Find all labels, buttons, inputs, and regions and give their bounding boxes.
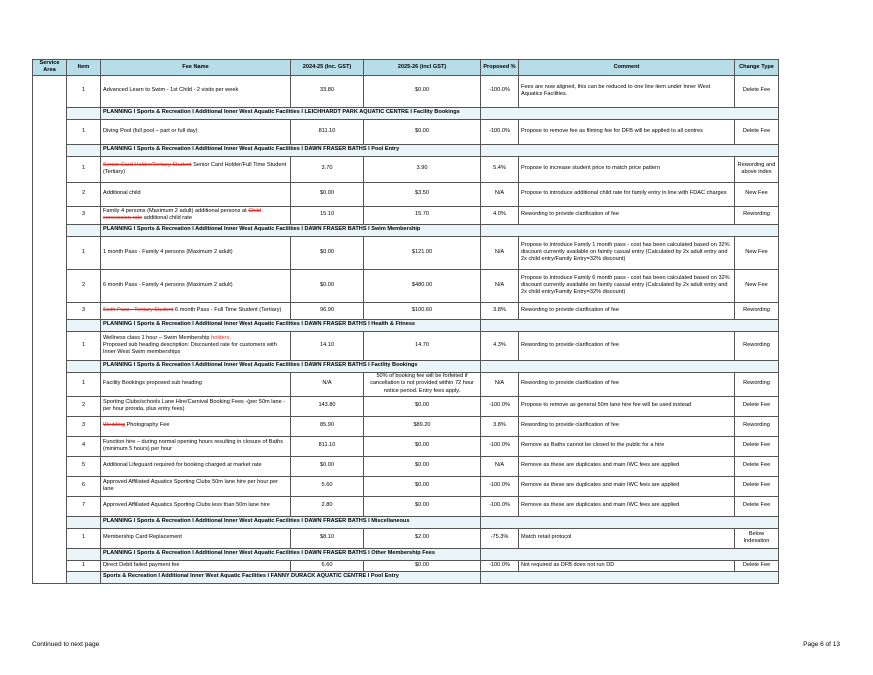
proposed-cell: 4.0%: [481, 206, 519, 224]
comment-cell: Propose to introduce additional child rate for family entry in line with FDAC charges: [519, 182, 735, 206]
section-heading: PLANNING I Sports & Recreation I Additional Inner West Aquatic Facilities I LEICHHARDT PARK AQUATIC CENTRE I Facility Bookings: [101, 107, 481, 119]
section-row: [33, 144, 779, 156]
fee-name-cell: Sporting Clubs/schools Lane Hire/Carnival Booking Fees -(per 50m lane - per hour prorata, plus entry fees): [101, 396, 291, 416]
change-type-cell: Rewording: [735, 206, 779, 224]
change-type-cell: Delete Fee: [735, 396, 779, 416]
comment-cell: Propose to increase student price to match price pattern: [519, 156, 735, 182]
section-row: [33, 548, 779, 560]
change-type-cell: Delete Fee: [735, 496, 779, 516]
section-pad: [481, 224, 779, 236]
fee-2025-26-cell: $121.00: [364, 236, 481, 269]
change-type-cell: Below Indexation: [735, 528, 779, 548]
section-pad: [67, 571, 101, 583]
fee-2024-25-cell: 811.10: [291, 436, 364, 456]
change-type-cell: Delete Fee: [735, 560, 779, 571]
fee-2024-25-cell: $0.00: [291, 456, 364, 476]
header-fee-name: Fee Name: [101, 60, 291, 76]
proposed-cell: N/A: [481, 182, 519, 206]
section-pad: [67, 319, 101, 331]
fee-2025-26-cell: $100.60: [364, 302, 481, 319]
section-row: [33, 360, 779, 372]
fee-2025-26-cell: 15.70: [364, 206, 481, 224]
fee-name-cell: 1 month Pass - Family 4 persons (Maximum 2 adult): [101, 236, 291, 269]
section-pad: [67, 144, 101, 156]
header-change-type: Change Type: [735, 60, 779, 76]
fee-2025-26-cell: $0.00: [364, 436, 481, 456]
continued-note: Continued to next page: [32, 641, 100, 648]
comment-cell: Remove as Baths cannot be closed to the public for a hire: [519, 436, 735, 456]
item-cell: 1: [67, 156, 101, 182]
header-service-area: Service Area: [33, 60, 67, 76]
fee-2025-26-cell: $0.00: [364, 119, 481, 144]
proposed-cell: -100.0%: [481, 75, 519, 107]
fee-name-cell: Diving Pool (full pool – part or full day): [101, 119, 291, 144]
fee-name-cell: Additional child: [101, 182, 291, 206]
fee-name-cell: [101, 206, 291, 224]
change-type-cell: Rewording: [735, 331, 779, 360]
section-heading: PLANNING I Sports & Recreation I Additional Inner West Aquatic Facilities I DAWN FRASER BATHS I Facility Bookings: [101, 360, 481, 372]
table-row: [33, 528, 779, 548]
change-type-cell: Delete Fee: [735, 119, 779, 144]
section-row: [33, 319, 779, 331]
fee-2024-25-cell: 15.10: [291, 206, 364, 224]
comment-cell: Remove as these are duplicates and main IWC fees are applied: [519, 456, 735, 476]
table-row: [33, 206, 779, 224]
header-item: Item: [67, 60, 101, 76]
fee-2025-26-cell: $0.00: [364, 396, 481, 416]
fee-2025-26-cell: $89.20: [364, 416, 481, 436]
item-cell: 3: [67, 302, 101, 319]
fee-name-cell: Membership Card Replacement: [101, 528, 291, 548]
fee-text: Wellness class 1 hour – Swim Membership: [103, 334, 212, 341]
table-row: [33, 476, 779, 496]
item-cell: 1: [67, 331, 101, 360]
fee-text: additional child rate: [142, 215, 192, 222]
item-cell: 1: [67, 528, 101, 548]
comment-cell: Rewording to provide clarification of fee: [519, 331, 735, 360]
header-proposed: Proposed %: [481, 60, 519, 76]
section-pad: [481, 548, 779, 560]
section-pad: [67, 107, 101, 119]
item-cell: 1: [67, 372, 101, 396]
fee-name-cell: Approved Affiliated Aquatics Sporting Clubs 50m lane hire per hour per lane: [101, 476, 291, 496]
section-pad: [481, 516, 779, 528]
change-type-cell: Delete Fee: [735, 75, 779, 107]
table-row: [33, 396, 779, 416]
fee-text: Family 4 persons (Maximum 2 adult) additional persons at: [103, 207, 249, 214]
section-heading: Sports & Recreation I Additional Inner West Aquatic Facilities I FANNY DURACK AQUATIC CENTRE I Pool Entry: [101, 571, 481, 583]
fee-name-cell: Approved Affiliated Aquatics Sporting Clubs less than 50m lane hire: [101, 496, 291, 516]
item-cell: 1: [67, 560, 101, 571]
fee-2024-25-cell: 811.10: [291, 119, 364, 144]
fee-2024-25-cell: $0.00: [291, 182, 364, 206]
section-heading: PLANNING I Sports & Recreation I Additional Inner West Aquatic Facilities I DAWN FRASER BATHS I Swim Membership: [101, 224, 481, 236]
item-cell: 5: [67, 456, 101, 476]
proposed-cell: -100.0%: [481, 436, 519, 456]
item-cell: 6: [67, 476, 101, 496]
change-type-cell: Rewording: [735, 302, 779, 319]
fee-2025-26-cell: $0.00: [364, 560, 481, 571]
fee-2024-25-cell: 96.90: [291, 302, 364, 319]
fee-2025-26-cell: $3.50: [364, 182, 481, 206]
table-row: [33, 269, 779, 302]
proposed-cell: -100.0%: [481, 496, 519, 516]
service-area-cell: [33, 75, 67, 583]
proposed-cell: -100.0%: [481, 119, 519, 144]
comment-cell: Propose to remove as general 50m lane hire fee will be used instead: [519, 396, 735, 416]
table-row: [33, 236, 779, 269]
section-pad: [67, 516, 101, 528]
item-cell: 7: [67, 496, 101, 516]
struck-text: Child concession rate: [103, 207, 261, 222]
proposed-cell: N/A: [481, 372, 519, 396]
fee-name-cell: [101, 331, 291, 360]
comment-cell: Rewording to provide clarification of fee: [519, 372, 735, 396]
fee-2025-26-cell: $2.00: [364, 528, 481, 548]
fee-name-cell: Function hire – during normal opening hours resulting in closure of Baths (minimum 5 hours) per hour: [101, 436, 291, 456]
section-heading: PLANNING I Sports & Recreation I Additional Inner West Aquatic Facilities I DAWN FRASER BATHS I Pool Entry: [101, 144, 481, 156]
fee-2025-26-cell: 3.90: [364, 156, 481, 182]
change-type-cell: Delete Fee: [735, 436, 779, 456]
change-type-cell: New Fee: [735, 269, 779, 302]
table-row: [33, 560, 779, 571]
page-number: Page 6 of 13: [803, 641, 840, 648]
red-text: holders.: [211, 334, 231, 341]
fee-2025-26-cell: 50% of booking fee will be forfeited if cancellation is not provided within 72 hour notice period. Entry fees apply.: [364, 372, 481, 396]
proposed-cell: 5.4%: [481, 156, 519, 182]
change-type-cell: New Fee: [735, 236, 779, 269]
proposed-cell: N/A: [481, 236, 519, 269]
fee-2024-25-cell: 2.80: [291, 496, 364, 516]
change-type-cell: Rewording and above index: [735, 156, 779, 182]
table-row: [33, 436, 779, 456]
item-cell: 4: [67, 436, 101, 456]
table-header-row: [33, 60, 779, 76]
section-row: [33, 224, 779, 236]
fee-2024-25-cell: $8.10: [291, 528, 364, 548]
comment-cell: Not required as DFB does not run DD: [519, 560, 735, 571]
section-pad: [481, 319, 779, 331]
item-cell: 2: [67, 396, 101, 416]
fee-text: Senior Card Holder/Full Time Student (Tertiary): [103, 161, 287, 176]
change-type-cell: Rewording: [735, 416, 779, 436]
comment-cell: Propose to introduce Family 6 month pass - cost has been calculated based on 32% discount currently available on family casual entry (Calculated by 2x adult entry and 2x child entry/Family Entry=32% discount): [519, 269, 735, 302]
proposed-cell: -75.3%: [481, 528, 519, 548]
fee-name-cell: Facility Bookings proposed sub heading: [101, 372, 291, 396]
item-cell: 1: [67, 236, 101, 269]
comment-cell: Rewording to provide clarification of fee: [519, 206, 735, 224]
fee-text: Proposed sub heading description: Discounted rate for customers with Inner West Swim memberships: [103, 341, 277, 356]
proposed-cell: 4.3%: [481, 331, 519, 360]
item-cell: 1: [67, 75, 101, 107]
comment-cell: Remove as these are duplicates and main IWC fees are applied: [519, 476, 735, 496]
comment-cell: Rewording to provide clarification of fee: [519, 416, 735, 436]
header-2025-26: 2025-26 (incl GST): [364, 60, 481, 76]
section-pad: [67, 360, 101, 372]
struck-text: Sixth Pass - Tertiary Student: [103, 306, 174, 313]
fee-2024-25-cell: $0.00: [291, 236, 364, 269]
table-row: [33, 456, 779, 476]
section-row: [33, 107, 779, 119]
section-pad: [67, 224, 101, 236]
comment-cell: Rewording to provide clarification of fee: [519, 302, 735, 319]
table-row: [33, 182, 779, 206]
fee-name-cell: [101, 302, 291, 319]
fee-2024-25-cell: 5.60: [291, 476, 364, 496]
item-cell: 2: [67, 269, 101, 302]
fee-2024-25-cell: 33.80: [291, 75, 364, 107]
table-row: [33, 416, 779, 436]
struck-text: Senior Card Holder/Tertiary Student: [103, 161, 192, 168]
fee-2025-26-cell: $0.00: [364, 496, 481, 516]
change-type-cell: Rewording: [735, 372, 779, 396]
comment-cell: Match retail protocol: [519, 528, 735, 548]
table-row: [33, 331, 779, 360]
proposed-cell: 3.8%: [481, 302, 519, 319]
proposed-cell: 3.8%: [481, 416, 519, 436]
fee-2025-26-cell: $480.00: [364, 269, 481, 302]
item-cell: 1: [67, 119, 101, 144]
proposed-cell: N/A: [481, 456, 519, 476]
fee-2025-26-cell: $0.00: [364, 456, 481, 476]
fee-2025-26-cell: $0.00: [364, 75, 481, 107]
fee-2024-25-cell: 85.90: [291, 416, 364, 436]
fee-name-cell: [101, 156, 291, 182]
fee-text: Photography Fee: [124, 422, 170, 429]
fee-2024-25-cell: 14.10: [291, 331, 364, 360]
proposed-cell: -100.0%: [481, 396, 519, 416]
section-heading: PLANNING I Sports & Recreation I Additional Inner West Aquatic Facilities I DAWN FRASER BATHS I Other Membership Fees: [101, 548, 481, 560]
section-pad: [481, 107, 779, 119]
fee-text: 6 month Pass - Full Time Student (Tertiary): [173, 306, 282, 313]
table-row: [33, 372, 779, 396]
fee-2025-26-cell: 14.70: [364, 331, 481, 360]
fees-table: [32, 59, 779, 584]
fee-name-cell: Advanced Learn to Swim - 1st Child - 2 visits per week: [101, 75, 291, 107]
section-pad: [481, 571, 779, 583]
fee-2025-26-cell: $0.00: [364, 476, 481, 496]
table-row: [33, 156, 779, 182]
item-cell: 3: [67, 206, 101, 224]
proposed-cell: N/A: [481, 269, 519, 302]
item-cell: 2: [67, 182, 101, 206]
fee-name-cell: Additional Lifeguard required for booking charged at market rate: [101, 456, 291, 476]
comment-cell: Remove as these are duplicates and main IWC fees are applied: [519, 496, 735, 516]
header-2024-25: 2024-25 (Inc. GST): [291, 60, 364, 76]
item-cell: 3: [67, 416, 101, 436]
header-comment: Comment: [519, 60, 735, 76]
fee-2024-25-cell: 3.70: [291, 156, 364, 182]
fee-name-cell: Direct Debit failed payment fee: [101, 560, 291, 571]
table-row: [33, 119, 779, 144]
section-heading: PLANNING I Sports & Recreation I Additional Inner West Aquatic Facilities I DAWN FRASER BATHS I Miscellaneous: [101, 516, 481, 528]
section-pad: [481, 360, 779, 372]
fee-2024-25-cell: 143.80: [291, 396, 364, 416]
section-pad: [67, 548, 101, 560]
change-type-cell: Delete Fee: [735, 476, 779, 496]
section-row: [33, 571, 779, 583]
comment-cell: Propose to remove fee as filming fee for DFB will be applied to all centres: [519, 119, 735, 144]
comment-cell: Fees are now aligned, this can be reduced to one line item under Inner West Aquatics Facilities.: [519, 75, 735, 107]
proposed-cell: -100.0%: [481, 476, 519, 496]
section-pad: [481, 144, 779, 156]
proposed-cell: -100.0%: [481, 560, 519, 571]
fee-name-cell: [101, 416, 291, 436]
change-type-cell: New Fee: [735, 182, 779, 206]
fee-2024-25-cell: N/A: [291, 372, 364, 396]
comment-cell: Propose to introduce Family 1 month pass - cost has been calculated based on 32% discount currently available on family casual entry (Calculated by 2x adult entry and 2x child entry/Family Entry=32% discount): [519, 236, 735, 269]
fee-name-cell: 6 month Pass - Family 4 persons (Maximum 2 adult): [101, 269, 291, 302]
struck-text: Wedding: [103, 422, 125, 429]
fee-2024-25-cell: $0.00: [291, 269, 364, 302]
table-row: [33, 75, 779, 107]
section-heading: PLANNING I Sports & Recreation I Additional Inner West Aquatic Facilities I DAWN FRASER BATHS I Health & Fitness: [101, 319, 481, 331]
table-row: [33, 496, 779, 516]
fee-2024-25-cell: 6.60: [291, 560, 364, 571]
table-row: [33, 302, 779, 319]
section-row: [33, 516, 779, 528]
change-type-cell: Delete Fee: [735, 456, 779, 476]
